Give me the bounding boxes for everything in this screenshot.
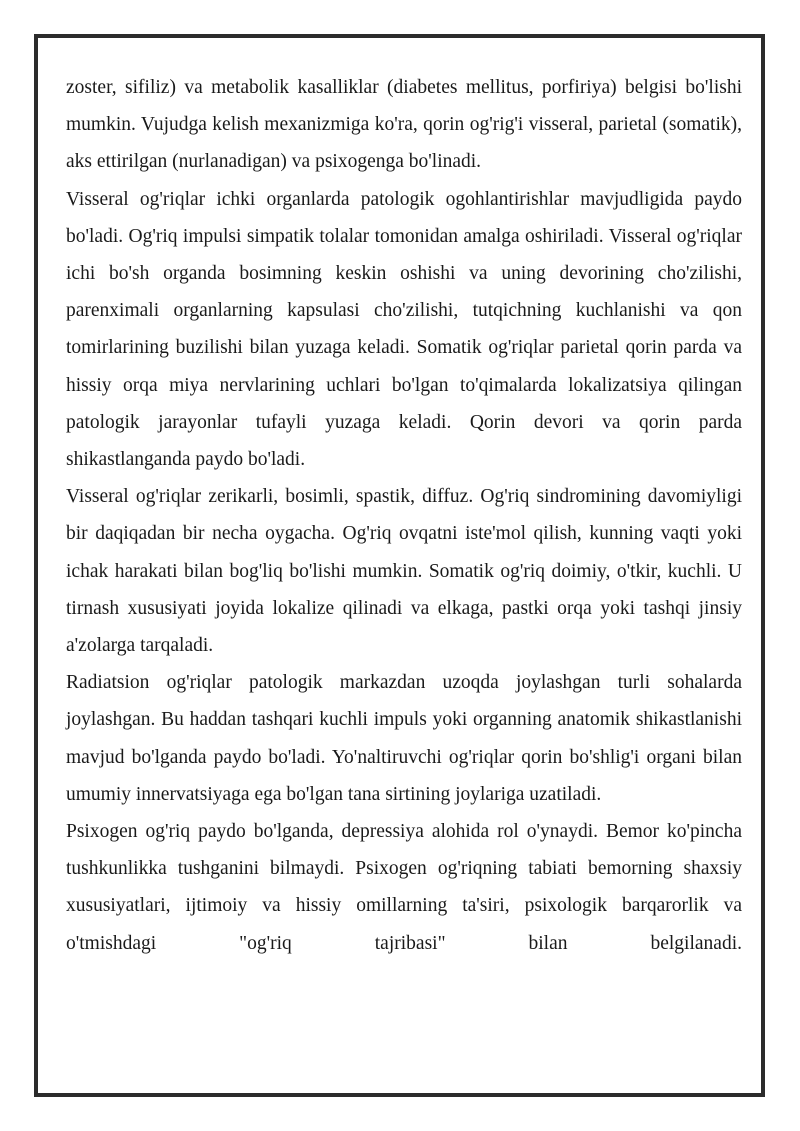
paragraph-3: Visseral og'riqlar zerikarli, bosimli, spastik, diffuz. Og'riq sindromining davomiyligi bir daqiqadan bir necha oygacha. Og'riq ovqatni iste'mol qilish, kunning vaqti yoki ichak harakati bilan bog'liq bo'lishi mumkin. Somatik og'riq doimiy, o'tkir, kuchli. U tirnash xususiyati joyida lokalize qilinadi va elkaga, pastki orqa yoki tashqi jinsiy a'zolarga tarqaladi.	[66, 486, 742, 657]
paragraph-5: Psixogen og'riq paydo bo'lganda, depressiya alohida rol o'ynaydi. Bemor ko'pincha tushkunlikka tushganini bilmaydi. Psixogen og'riqning tabiati bemorning shaxsiy xususiyatlari, ijtimoiy va hissiy omillarning ta'siri, psixologik barqarorlik va o'tmishdagi "og'riq tajribasi" bilan belgilanadi.	[66, 821, 742, 954]
document-body	[66, 69, 742, 962]
paragraph-2: Visseral og'riqlar ichki organlarda patologik ogohlantirishlar mavjudligida paydo bo'ladi. Og'riq impulsi simpatik tolalar tomonidan amalga oshiriladi. Visseral og'riqlar ichi bo'sh organda bosimning keskin oshishi va uning devorining cho'zilishi, parenximali organlarning kapsulasi cho'zilishi, tutqichning kuchlanishi va qon tomirlarining buzilishi bilan yuzaga keladi. Somatik og'riqlar parietal qorin parda va hissiy orqa miya nervlarining uchlari bo'lgan to'qimalarda lokalizatsiya qilingan patologik jarayonlar tufayli yuzaga keladi. Qorin devori va qorin parda shikastlanganda paydo bo'ladi.	[66, 188, 742, 471]
paragraph-4: Radiatsion og'riqlar patologik markazdan uzoqda joylashgan turli sohalarda joylashgan. Bu haddan tashqari kuchli impuls yoki organning anatomik shikastlanishi mavjud bo'lganda paydo bo'ladi. Yo'naltiruvchi og'riqlar qorin bo'shlig'i organi bilan umumiy innervatsiyaga ega bo'lgan tana sirtining joylariga uzatiladi.	[66, 672, 742, 805]
paragraph-1: zoster, sifiliz) va metabolik kasalliklar (diabetes mellitus, porfiriya) belgisi bo'lishi mumkin. Vujudga kelish mexanizmiga ko'ra, qorin og'rig'i visseral, parietal (somatik), aks ettirilgan (nurlanadigan) va psixogenga bo'linadi.	[66, 77, 742, 173]
